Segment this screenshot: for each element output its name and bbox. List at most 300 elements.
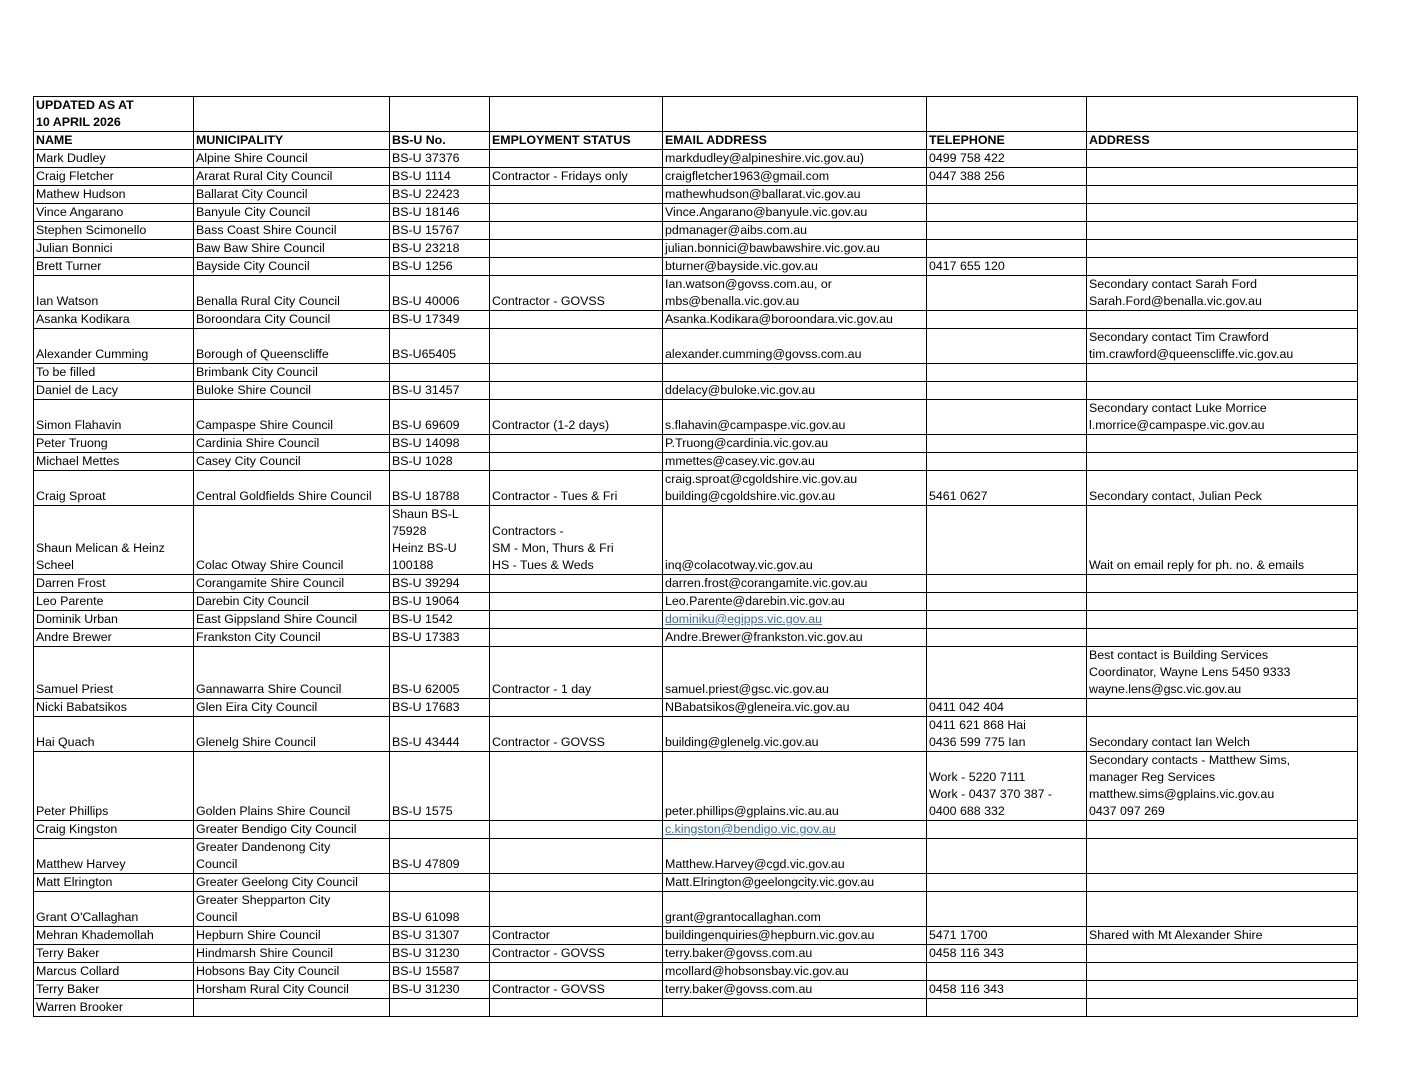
email-cell <box>663 258 927 276</box>
address-cell <box>1087 186 1358 204</box>
telephone-cell <box>927 821 1087 839</box>
bsu-number-cell <box>390 453 490 471</box>
email-cell <box>663 839 927 874</box>
municipality-cell <box>194 168 390 186</box>
address-cell <box>1087 471 1358 506</box>
address-cell <box>1087 999 1358 1017</box>
email-text: Vince.Angarano@banyule.vic.gov.au <box>665 205 868 219</box>
bsu-number-text: BS-U 1575 <box>392 804 453 818</box>
email-cell <box>663 400 927 435</box>
bsu-number-text: Shaun BS-L <box>392 507 459 521</box>
name-text: Matthew Harvey <box>36 857 126 871</box>
municipality-text: Alpine Shire Council <box>196 151 308 165</box>
name-cell <box>34 168 194 186</box>
employment-status-cell <box>490 258 663 276</box>
bsu-number-cell <box>390 168 490 186</box>
name-cell <box>34 752 194 821</box>
municipality-cell <box>194 629 390 647</box>
name-cell <box>34 717 194 752</box>
address-cell <box>1087 945 1358 963</box>
table-row <box>34 611 1358 629</box>
name-text: Hai Quach <box>36 735 95 749</box>
name-text: Marcus Collard <box>36 964 120 978</box>
municipality-text: Bass Coast Shire Council <box>196 223 337 237</box>
address-cell <box>1087 506 1358 575</box>
name-text: Brett Turner <box>36 259 102 273</box>
bsu-number-cell <box>390 311 490 329</box>
name-text: Michael Mettes <box>36 454 120 468</box>
bsu-number-text: 100188 <box>392 558 434 572</box>
email-cell <box>663 981 927 999</box>
telephone-cell <box>927 927 1087 945</box>
municipality-cell <box>194 892 390 927</box>
municipality-cell <box>194 927 390 945</box>
employment-status-cell <box>490 575 663 593</box>
telephone-text: 0458 116 343 <box>929 946 1004 960</box>
address-text: wayne.lens@gsc.vic.gov.au <box>1089 682 1242 696</box>
blank-cell <box>663 97 927 132</box>
municipality-text: East Gippsland Shire Council <box>196 612 358 626</box>
employment-status-cell <box>490 222 663 240</box>
email-cell <box>663 168 927 186</box>
municipality-text: Brimbank City Council <box>196 365 318 379</box>
bsu-number-text: BS-U 39294 <box>392 576 460 590</box>
name-text: Peter Truong <box>36 436 108 450</box>
employment-status-cell <box>490 240 663 258</box>
email-cell[interactable] <box>663 611 927 629</box>
name-text: Mathew Hudson <box>36 187 126 201</box>
email-cell <box>663 927 927 945</box>
employment-status-text: Contractor - GOVSS <box>492 982 605 996</box>
email-text: mathewhudson@ballarat.vic.gov.au <box>665 187 861 201</box>
email-cell[interactable] <box>663 821 927 839</box>
employment-status-cell <box>490 506 663 575</box>
bsu-number-cell <box>390 839 490 874</box>
name-cell <box>34 435 194 453</box>
bsu-number-cell <box>390 699 490 717</box>
employment-status-text: Contractor - GOVSS <box>492 294 605 308</box>
name-cell <box>34 400 194 435</box>
bsu-number-text: BS-U 17383 <box>392 630 460 644</box>
employment-status-text: Contractor - Tues & Fri <box>492 489 618 503</box>
table-row <box>34 150 1358 168</box>
telephone-text: 0417 655 120 <box>929 259 1005 273</box>
address-cell <box>1087 453 1358 471</box>
bsu-number-text: BS-U 31307 <box>392 928 460 942</box>
municipality-cell <box>194 222 390 240</box>
employment-status-cell <box>490 593 663 611</box>
employment-status-cell <box>490 329 663 364</box>
address-text: tim.crawford@queenscliffe.vic.gov.au <box>1089 347 1294 361</box>
bsu-number-text: BS-U 37376 <box>392 151 460 165</box>
municipality-text: Horsham Rural City Council <box>196 982 349 996</box>
bsu-number-cell <box>390 276 490 311</box>
email-cell <box>663 150 927 168</box>
municipality-text: Glenelg Shire Council <box>196 735 316 749</box>
municipality-cell <box>194 329 390 364</box>
address-text: l.morrice@campaspe.vic.gov.au <box>1089 418 1265 432</box>
bsu-number-text: BS-U 61098 <box>392 910 460 924</box>
address-cell <box>1087 647 1358 699</box>
telephone-cell <box>927 204 1087 222</box>
employment-status-cell <box>490 999 663 1017</box>
telephone-text: 0411 621 868 Hai <box>929 718 1026 732</box>
bsu-number-cell <box>390 981 490 999</box>
name-text: Peter Phillips <box>36 804 109 818</box>
bsu-number-text: BS-U 1028 <box>392 454 453 468</box>
email-text: julian.bonnici@bawbawshire.vic.gov.au <box>665 241 880 255</box>
email-cell <box>663 999 927 1017</box>
name-cell <box>34 999 194 1017</box>
municipality-cell <box>194 752 390 821</box>
name-text: Craig Fletcher <box>36 169 114 183</box>
bsu-number-text: 75928 <box>392 524 427 538</box>
email-text: Asanka.Kodikara@boroondara.vic.gov.au <box>665 312 893 326</box>
name-text: Julian Bonnici <box>36 241 113 255</box>
email-cell <box>663 752 927 821</box>
bsu-number-cell <box>390 611 490 629</box>
address-cell <box>1087 927 1358 945</box>
municipality-cell <box>194 717 390 752</box>
bsu-number-text: BS-U 43444 <box>392 735 460 749</box>
address-text: 0437 097 269 <box>1089 804 1165 818</box>
telephone-cell <box>927 699 1087 717</box>
email-cell <box>663 276 927 311</box>
municipality-text: Benalla Rural City Council <box>196 294 340 308</box>
bsu-number-cell <box>390 471 490 506</box>
email-cell <box>663 874 927 892</box>
bsu-number-cell <box>390 927 490 945</box>
name-text: Mark Dudley <box>36 151 106 165</box>
bsu-number-cell <box>390 892 490 927</box>
address-text: Secondary contact Tim Crawford <box>1089 330 1269 344</box>
table-row <box>34 821 1358 839</box>
address-text: Coordinator, Wayne Lens 5450 9333 <box>1089 665 1291 679</box>
name-cell <box>34 382 194 400</box>
email-cell <box>663 240 927 258</box>
name-cell <box>34 364 194 382</box>
name-text: Ian Watson <box>36 294 99 308</box>
address-text: matthew.sims@gplains.vic.gov.au <box>1089 787 1275 801</box>
bsu-number-cell <box>390 963 490 981</box>
email-text: P.Truong@cardinia.vic.gov.au <box>665 436 829 450</box>
telephone-cell <box>927 186 1087 204</box>
telephone-text: 0499 758 422 <box>929 151 1005 165</box>
telephone-text: Work - 5220 7111 <box>929 770 1026 784</box>
email-text: Leo.Parente@darebin.vic.gov.au <box>665 594 845 608</box>
blank-cell <box>927 97 1087 132</box>
name-text: Craig Kingston <box>36 822 118 836</box>
email-text: Andre.Brewer@frankston.vic.gov.au <box>665 630 863 644</box>
employment-status-cell <box>490 611 663 629</box>
bsu-number-cell <box>390 400 490 435</box>
address-text: Sarah.Ford@benalla.vic.gov.au <box>1089 294 1262 308</box>
name-cell <box>34 839 194 874</box>
header-row <box>34 132 1358 150</box>
bsu-number-text: BS-U 31230 <box>392 946 460 960</box>
municipality-text: Banyule City Council <box>196 205 311 219</box>
name-cell <box>34 927 194 945</box>
email-cell <box>663 892 927 927</box>
email-text: Matthew.Harvey@cgd.vic.gov.au <box>665 857 845 871</box>
email-text: peter.phillips@gplains.vic.au.au <box>665 804 839 818</box>
telephone-cell <box>927 717 1087 752</box>
municipality-cell <box>194 186 390 204</box>
email-cell <box>663 945 927 963</box>
municipality-text: Ballarat City Council <box>196 187 308 201</box>
address-text: manager Reg Services <box>1089 770 1216 784</box>
name-text: Craig Sproat <box>36 489 106 503</box>
municipality-text: Council <box>196 857 238 871</box>
email-text: samuel.priest@gsc.vic.gov.au <box>665 682 829 696</box>
email-cell <box>663 204 927 222</box>
name-cell <box>34 647 194 699</box>
telephone-cell <box>927 999 1087 1017</box>
name-text: Asanka Kodikara <box>36 312 130 326</box>
municipality-cell <box>194 839 390 874</box>
email-text: darren.frost@corangamite.vic.gov.au <box>665 576 868 590</box>
municipality-text: Cardinia Shire Council <box>196 436 320 450</box>
bsu-number-cell <box>390 647 490 699</box>
address-cell <box>1087 311 1358 329</box>
address-cell <box>1087 821 1358 839</box>
municipality-cell <box>194 945 390 963</box>
table-row <box>34 927 1358 945</box>
name-cell <box>34 222 194 240</box>
name-text: Shaun Melican & Heinz <box>36 541 165 555</box>
municipality-cell <box>194 150 390 168</box>
table-row <box>34 240 1358 258</box>
name-text: Matt Elrington <box>36 875 113 889</box>
municipality-cell <box>194 471 390 506</box>
bsu-number-text: Heinz BS-U <box>392 541 457 555</box>
table-row <box>34 276 1358 311</box>
telephone-cell <box>927 311 1087 329</box>
municipality-cell <box>194 276 390 311</box>
address-cell <box>1087 329 1358 364</box>
telephone-cell <box>927 400 1087 435</box>
name-cell <box>34 471 194 506</box>
header-telephone: TELEPHONE <box>927 132 1087 150</box>
municipality-text: Casey City Council <box>196 454 301 468</box>
municipality-text: Greater Bendigo City Council <box>196 822 357 836</box>
address-cell <box>1087 276 1358 311</box>
address-cell <box>1087 699 1358 717</box>
telephone-cell <box>927 258 1087 276</box>
employment-status-text: Contractor (1-2 days) <box>492 418 610 432</box>
telephone-cell <box>927 647 1087 699</box>
table-row <box>34 999 1358 1017</box>
table-row <box>34 963 1358 981</box>
header-email-address: EMAIL ADDRESS <box>663 132 927 150</box>
bsu-number-cell <box>390 593 490 611</box>
bsu-number-text: BS-U 14098 <box>392 436 460 450</box>
updated-date: 10 APRIL 2026 <box>36 115 121 129</box>
bsu-number-cell <box>390 506 490 575</box>
email-text: NBabatsikos@gleneira.vic.gov.au <box>665 700 850 714</box>
table-row <box>34 647 1358 699</box>
bsu-number-cell <box>390 364 490 382</box>
municipality-cell <box>194 453 390 471</box>
address-cell <box>1087 981 1358 999</box>
telephone-cell <box>927 435 1087 453</box>
blank-cell <box>490 97 663 132</box>
municipality-text: Bayside City Council <box>196 259 310 273</box>
municipality-cell <box>194 258 390 276</box>
email-cell <box>663 575 927 593</box>
email-text: craig.sproat@cgoldshire.vic.gov.au <box>665 472 858 486</box>
bsu-number-cell <box>390 945 490 963</box>
name-cell <box>34 575 194 593</box>
name-text: Simon Flahavin <box>36 418 122 432</box>
name-text: Andre Brewer <box>36 630 112 644</box>
name-text: Alexander Cumming <box>36 347 149 361</box>
employment-status-cell <box>490 821 663 839</box>
bsu-number-text: BS-U 22423 <box>392 187 460 201</box>
address-text: Secondary contacts - Matthew Sims, <box>1089 753 1291 767</box>
address-cell <box>1087 717 1358 752</box>
telephone-cell <box>927 453 1087 471</box>
email-cell <box>663 311 927 329</box>
municipality-cell <box>194 611 390 629</box>
municipality-text: Golden Plains Shire Council <box>196 804 351 818</box>
telephone-cell <box>927 276 1087 311</box>
blank-cell <box>1087 97 1358 132</box>
address-cell <box>1087 382 1358 400</box>
employment-status-text: Contractors - <box>492 524 564 538</box>
municipality-text: Ararat Rural City Council <box>196 169 333 183</box>
email-link[interactable]: dominiku@egipps.vic.gov.au <box>665 612 822 626</box>
email-text: inq@colacotway.vic.gov.au <box>665 558 813 572</box>
address-cell <box>1087 364 1358 382</box>
address-cell <box>1087 593 1358 611</box>
address-cell <box>1087 575 1358 593</box>
telephone-cell <box>927 611 1087 629</box>
address-text: Best contact is Building Services <box>1089 648 1269 662</box>
name-text: Terry Baker <box>36 982 100 996</box>
email-text: Ian.watson@govss.com.au, or <box>665 277 832 291</box>
name-cell <box>34 874 194 892</box>
bsu-number-cell <box>390 222 490 240</box>
updated-date-cell <box>34 97 194 132</box>
telephone-cell <box>927 981 1087 999</box>
address-cell <box>1087 839 1358 874</box>
municipality-text: Greater Geelong City Council <box>196 875 358 889</box>
bsu-number-text: BS-U 15587 <box>392 964 460 978</box>
header-name: NAME <box>34 132 194 150</box>
table-row <box>34 752 1358 821</box>
employment-status-cell <box>490 435 663 453</box>
header-address: ADDRESS <box>1087 132 1358 150</box>
telephone-cell <box>927 945 1087 963</box>
employment-status-cell <box>490 945 663 963</box>
municipality-cell <box>194 963 390 981</box>
email-cell <box>663 506 927 575</box>
telephone-cell <box>927 329 1087 364</box>
table-row <box>34 186 1358 204</box>
municipality-text: Gannawarra Shire Council <box>196 682 342 696</box>
table-row <box>34 471 1358 506</box>
bsu-number-cell <box>390 999 490 1017</box>
municipality-text: Baw Baw Shire Council <box>196 241 325 255</box>
email-text: markdudley@alpineshire.vic.gov.au) <box>665 151 864 165</box>
table-row <box>34 453 1358 471</box>
employment-status-cell <box>490 981 663 999</box>
address-cell <box>1087 222 1358 240</box>
municipality-text: Greater Dandenong City <box>196 840 331 854</box>
telephone-cell <box>927 471 1087 506</box>
telephone-text: 0436 599 775 Ian <box>929 735 1026 749</box>
bsu-number-cell <box>390 186 490 204</box>
address-cell <box>1087 629 1358 647</box>
table-row <box>34 168 1358 186</box>
table-row <box>34 981 1358 999</box>
address-cell <box>1087 150 1358 168</box>
email-text: mmettes@casey.vic.gov.au <box>665 454 815 468</box>
name-cell <box>34 593 194 611</box>
bsu-number-text: BS-U 19064 <box>392 594 460 608</box>
table-row <box>34 364 1358 382</box>
employment-status-text: Contractor - GOVSS <box>492 735 605 749</box>
email-cell <box>663 699 927 717</box>
address-cell <box>1087 204 1358 222</box>
municipality-cell <box>194 240 390 258</box>
municipality-text: Greater Shepparton City <box>196 893 331 907</box>
bsu-number-text: BS-U 18146 <box>392 205 460 219</box>
bsu-number-cell <box>390 752 490 821</box>
address-cell <box>1087 611 1358 629</box>
name-text: Terry Baker <box>36 946 100 960</box>
telephone-cell <box>927 593 1087 611</box>
address-cell <box>1087 435 1358 453</box>
name-text: Scheel <box>36 558 74 572</box>
bsu-number-text: BS-U 69609 <box>392 418 460 432</box>
name-cell <box>34 240 194 258</box>
email-text: pdmanager@aibs.com.au <box>665 223 808 237</box>
email-link[interactable]: c.kingston@bendigo.vic.gov.au <box>665 822 836 836</box>
updated-row <box>34 97 1358 132</box>
bsu-number-text: BS-U 23218 <box>392 241 460 255</box>
email-text: mbs@benalla.vic.gov.au <box>665 294 800 308</box>
table-row <box>34 506 1358 575</box>
bsu-number-text: BS-U 1542 <box>392 612 453 626</box>
employment-status-cell <box>490 186 663 204</box>
table-row <box>34 382 1358 400</box>
bsu-number-text: BS-U 62005 <box>392 682 460 696</box>
municipality-cell <box>194 821 390 839</box>
municipality-text: Council <box>196 910 238 924</box>
municipality-cell <box>194 981 390 999</box>
municipality-text: Glen Eira City Council <box>196 700 318 714</box>
bsu-number-cell <box>390 329 490 364</box>
table-row <box>34 575 1358 593</box>
header-employment-status: EMPLOYMENT STATUS <box>490 132 663 150</box>
name-text: Grant O'Callaghan <box>36 910 139 924</box>
table-row <box>34 435 1358 453</box>
municipality-text: Borough of Queenscliffe <box>196 347 329 361</box>
telephone-text: 5471 1700 <box>929 928 988 942</box>
table-row <box>34 400 1358 435</box>
bsu-number-cell <box>390 717 490 752</box>
name-cell <box>34 506 194 575</box>
telephone-cell <box>927 874 1087 892</box>
telephone-cell <box>927 150 1087 168</box>
name-cell <box>34 945 194 963</box>
employment-status-cell <box>490 150 663 168</box>
name-cell <box>34 981 194 999</box>
employment-status-cell <box>490 311 663 329</box>
employment-status-text: Contractor - 1 day <box>492 682 592 696</box>
